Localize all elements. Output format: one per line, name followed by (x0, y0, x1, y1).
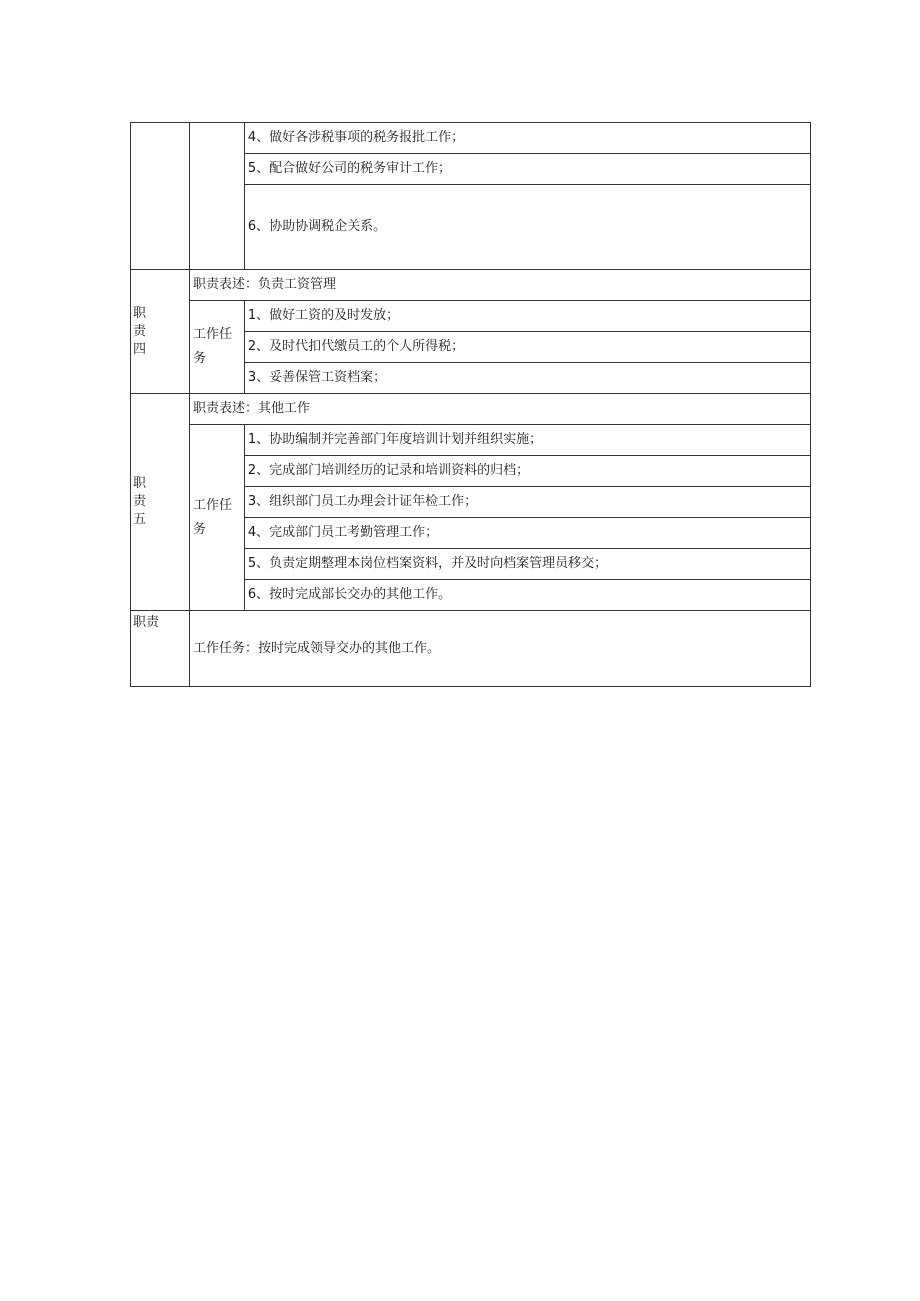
task-summary: 工作任务：按时完成领导交办的其他工作。 (189, 611, 810, 687)
duty-label-cell (131, 123, 190, 270)
task-item: 4、完成部门员工考勤管理工作； (244, 518, 810, 549)
table-row (131, 611, 811, 687)
duty-label-char: 五 (133, 512, 147, 527)
duty-label: 职责 (131, 611, 190, 687)
task-item: 1、做好工资的及时发放； (244, 301, 810, 332)
task-label: 工作任务 (189, 425, 244, 611)
task-item: 2、完成部门培训经历的记录和培训资料的归档； (244, 456, 810, 487)
task-label: 工作任务 (189, 301, 244, 394)
duty-label-char: 职 (133, 476, 147, 491)
task-item: 3、组织部门员工办理会计证年检工作； (244, 487, 810, 518)
duty-label (131, 270, 190, 394)
table-row (131, 270, 811, 301)
task-item: 4、做好各涉税事项的税务报批工作； (244, 123, 810, 154)
table-row (131, 394, 811, 425)
duty-label-char: 责 (133, 323, 147, 339)
task-item: 3、妥善保管工资档案； (244, 363, 810, 394)
task-item: 5、配合做好公司的税务审计工作； (244, 154, 810, 185)
task-item: 1、协助编制并完善部门年度培训计划并组织实施； (244, 425, 810, 456)
duty-description: 职责表述：负责工资管理 (189, 270, 810, 301)
duty-description: 职责表述：其他工作 (189, 394, 810, 425)
table-row (131, 123, 811, 154)
table-row (131, 425, 811, 456)
duty-label-char: 责 (133, 494, 147, 509)
task-label-cell (189, 123, 244, 270)
duty-label (131, 394, 190, 611)
duty-label-char: 四 (133, 341, 147, 357)
task-item: 2、及时代扣代缴员工的个人所得税； (244, 332, 810, 363)
task-item: 6、按时完成部长交办的其他工作。 (244, 580, 810, 611)
table-row (131, 301, 811, 332)
task-item: 5、负责定期整理本岗位档案资料，并及时向档案管理员移交； (244, 549, 810, 580)
task-item: 6、协助协调税企关系。 (244, 185, 810, 270)
duty-label-char: 职 (133, 305, 147, 321)
duties-table (130, 122, 811, 687)
